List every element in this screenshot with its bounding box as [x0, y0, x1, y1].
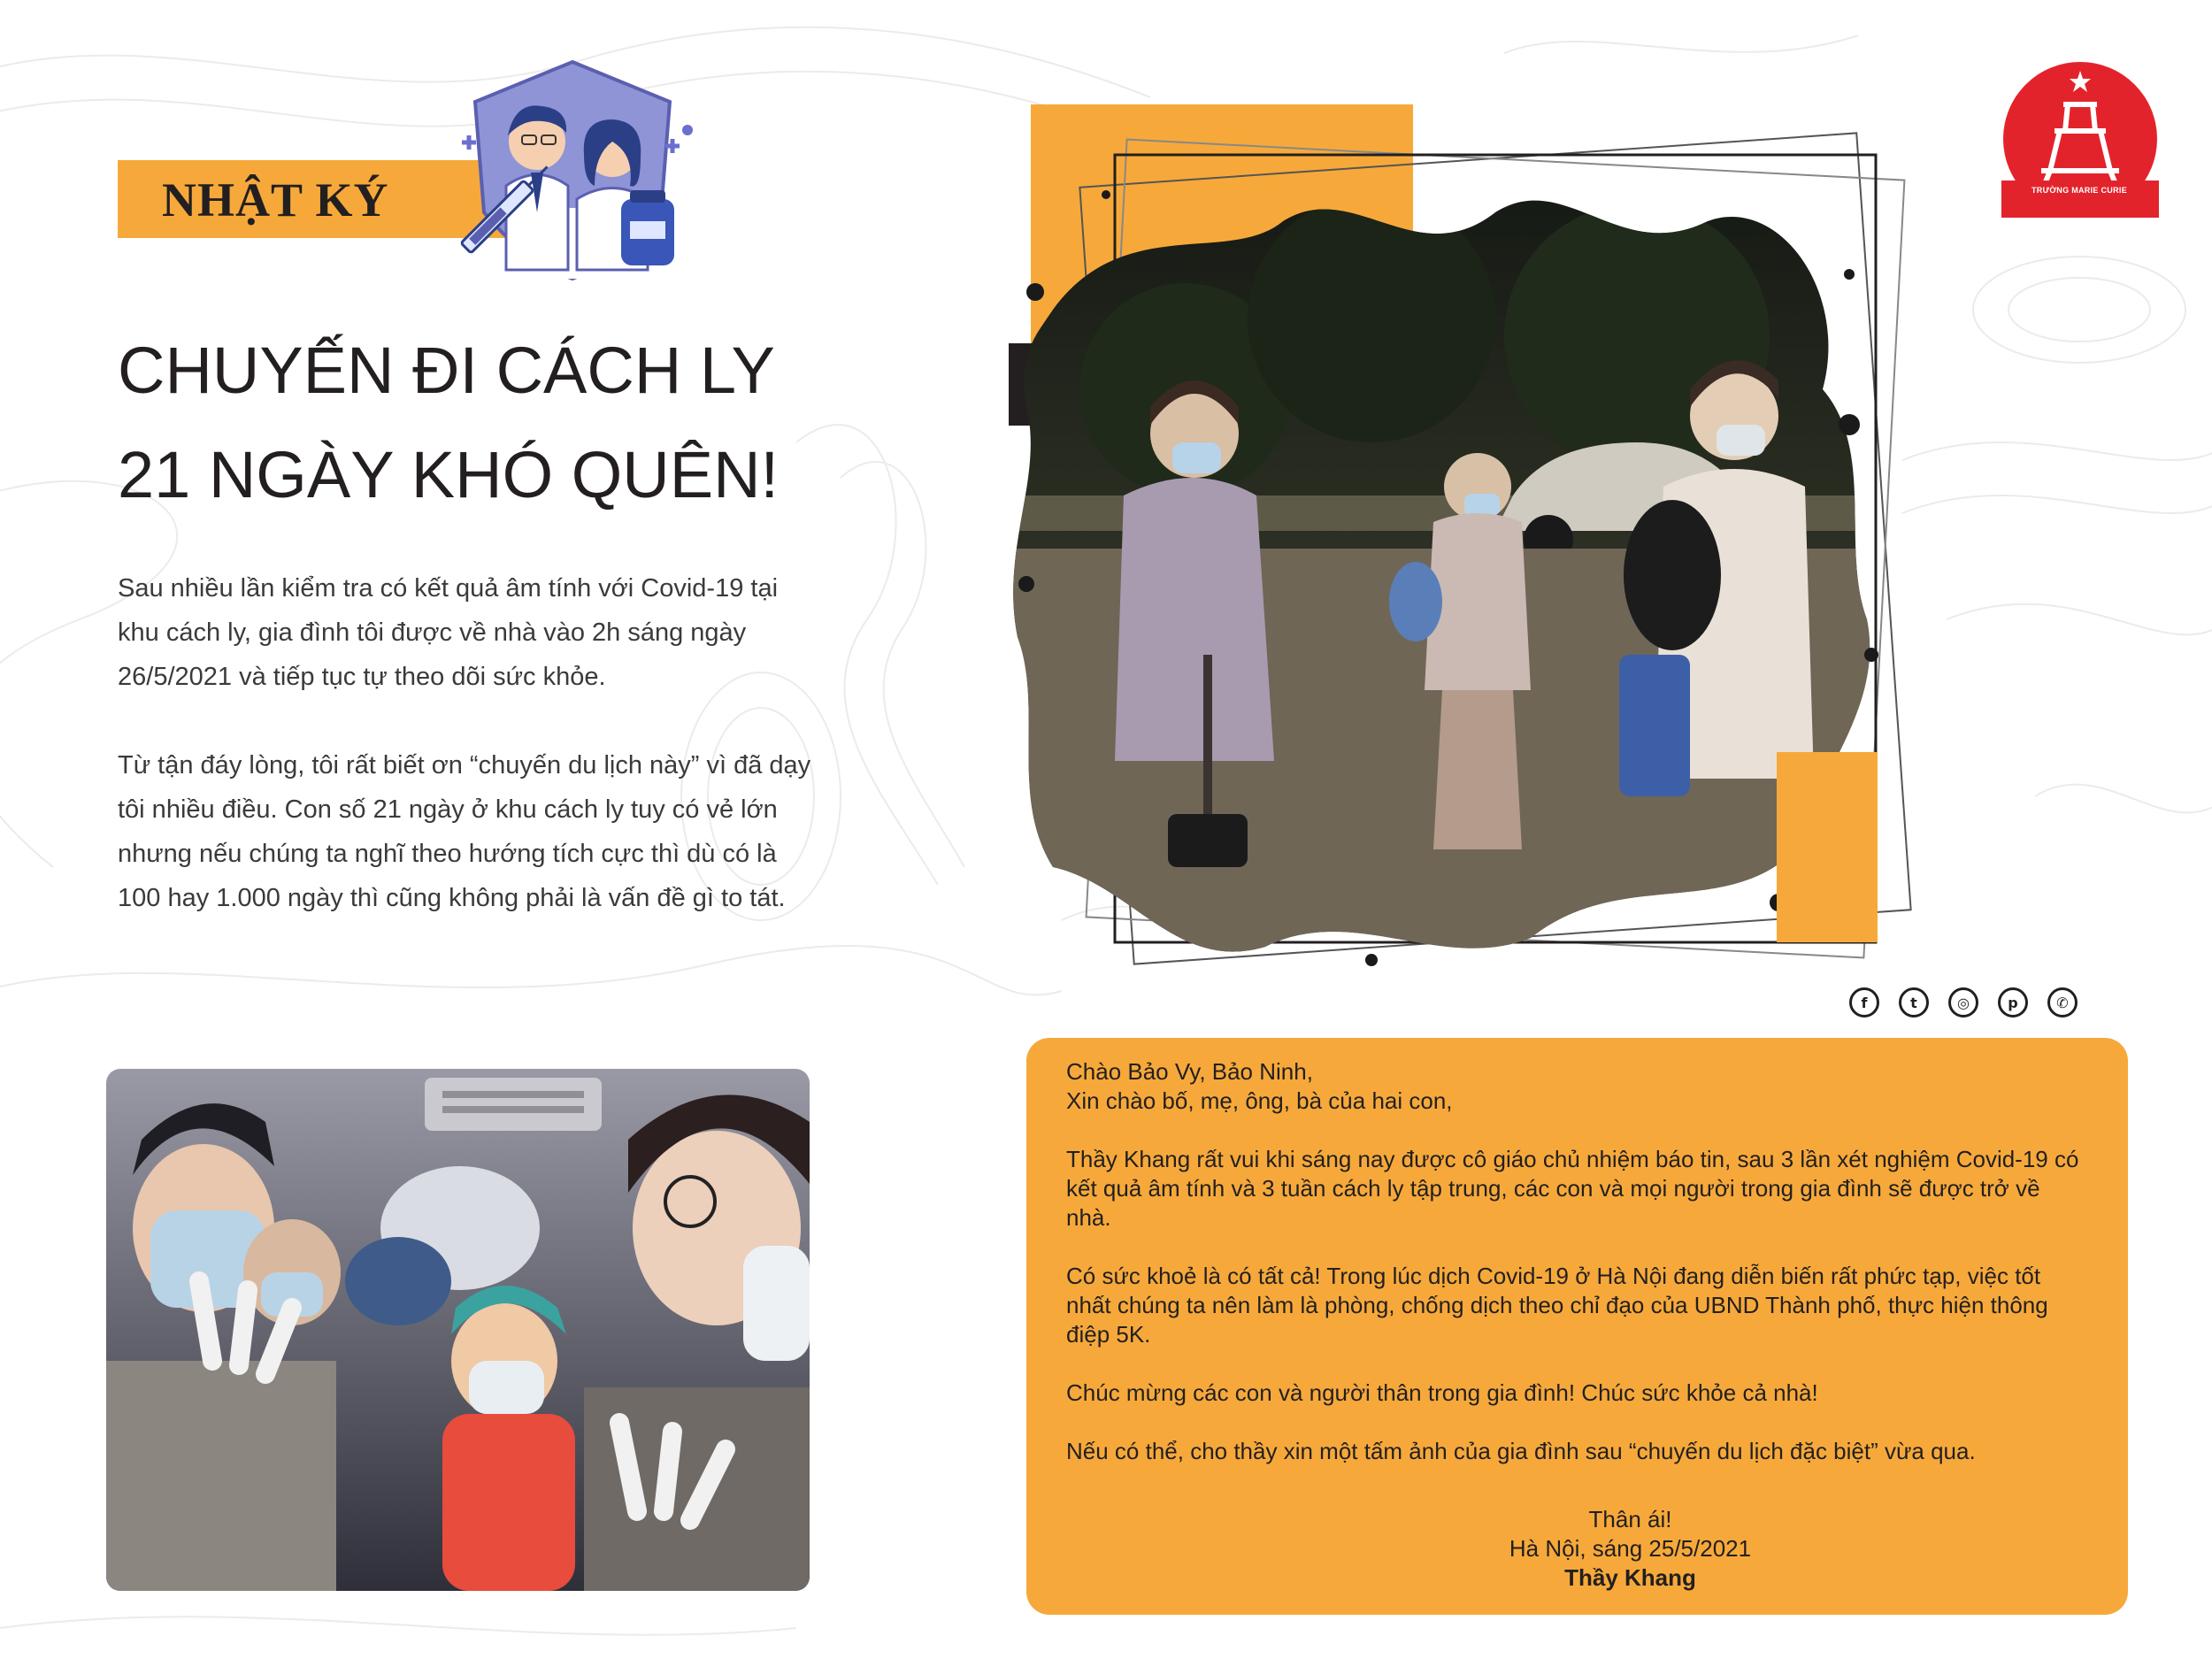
letter-paragraph-4: Nếu có thể, cho thầy xin một tấm ảnh của gia đình sau “chuyến du lịch đặc biệt” vừa qua. — [1066, 1438, 1976, 1464]
headline — [118, 319, 914, 527]
intro-paragraph-2: Từ tận đáy lòng, tôi rất biết ơn “chuyến du lịch này” vì đã dạy tôi nhiều điều. Con số 21 ngày ở khu cách ly tuy có vẻ lớn nhưng nếu chúng ta nghĩ theo hướng tích cực thì dù có là 100 hay 1.000 ngày thì cũng không phải là vấn đề gì to tát. — [118, 751, 811, 912]
doctors-illustration — [444, 58, 701, 283]
letter-box — [1026, 1038, 2128, 1615]
quarantine-night-photo — [1000, 159, 1885, 973]
letter-signature: Thầy Khang — [1564, 1564, 1696, 1591]
letter-place-date: Hà Nội, sáng 25/5/2021 — [1509, 1535, 1752, 1562]
intro-paragraph-1: Sau nhiều lần kiểm tra có kết quả âm tính với Covid-19 tại khu cách ly, gia đình tôi được về nhà vào 2h sáng ngày 26/5/2021 và tiếp tục tự theo dõi sức khỏe. — [118, 574, 779, 691]
letter-paragraph-2: Có sức khoẻ là có tất cả! Trong lúc dịch Covid-19 ở Hà Nội đang diễn biến rất phức tạp, việc tốt nhất chúng ta nên làm là phòng, chống dịch theo chỉ đạo của UBND Thành phố, thực hiện thông điệp 5K. — [1066, 1263, 2048, 1348]
whatsapp-icon[interactable]: ✆ — [2047, 987, 2078, 1018]
orange-block-bottom — [1777, 752, 1878, 942]
school-logo-text: TRƯỜNG MARIE CURIE — [2031, 186, 2128, 195]
social-icons — [1849, 987, 2078, 1018]
twitter-icon[interactable]: t — [1899, 987, 1929, 1018]
facebook-icon[interactable]: f — [1849, 987, 1879, 1018]
pinterest-icon[interactable]: p — [1998, 987, 2028, 1018]
headline-line-2: 21 NGÀY KHÓ QUÊN! — [118, 438, 780, 511]
instagram-icon[interactable]: ◎ — [1948, 987, 1978, 1018]
letter-paragraph-1: Thầy Khang rất vui khi sáng nay được cô giáo chủ nhiệm báo tin, sau 3 lần xét nghiệm Covid-19 có kết quả âm tính và 3 tuần cách ly tập trung, các con và mọi người trong gia đình sẽ được trở về nhà. — [1066, 1146, 2079, 1231]
letter-closing: Thân ái! — [1588, 1506, 1672, 1532]
section-tag-label: NHẬT KÝ — [162, 173, 389, 227]
letter-greeting-2: Xin chào bố, mẹ, ông, bà của hai con, — [1066, 1087, 1453, 1114]
letter-paragraph-3: Chúc mừng các con và người thân trong gia đình! Chúc sức khỏe cả nhà! — [1066, 1379, 1818, 1406]
letter-greeting-1: Chào Bảo Vy, Bảo Ninh, — [1066, 1058, 1313, 1085]
family-car-photo — [106, 1069, 810, 1591]
intro-text — [118, 566, 826, 964]
headline-line-1: CHUYẾN ĐI CÁCH LY — [118, 334, 775, 407]
